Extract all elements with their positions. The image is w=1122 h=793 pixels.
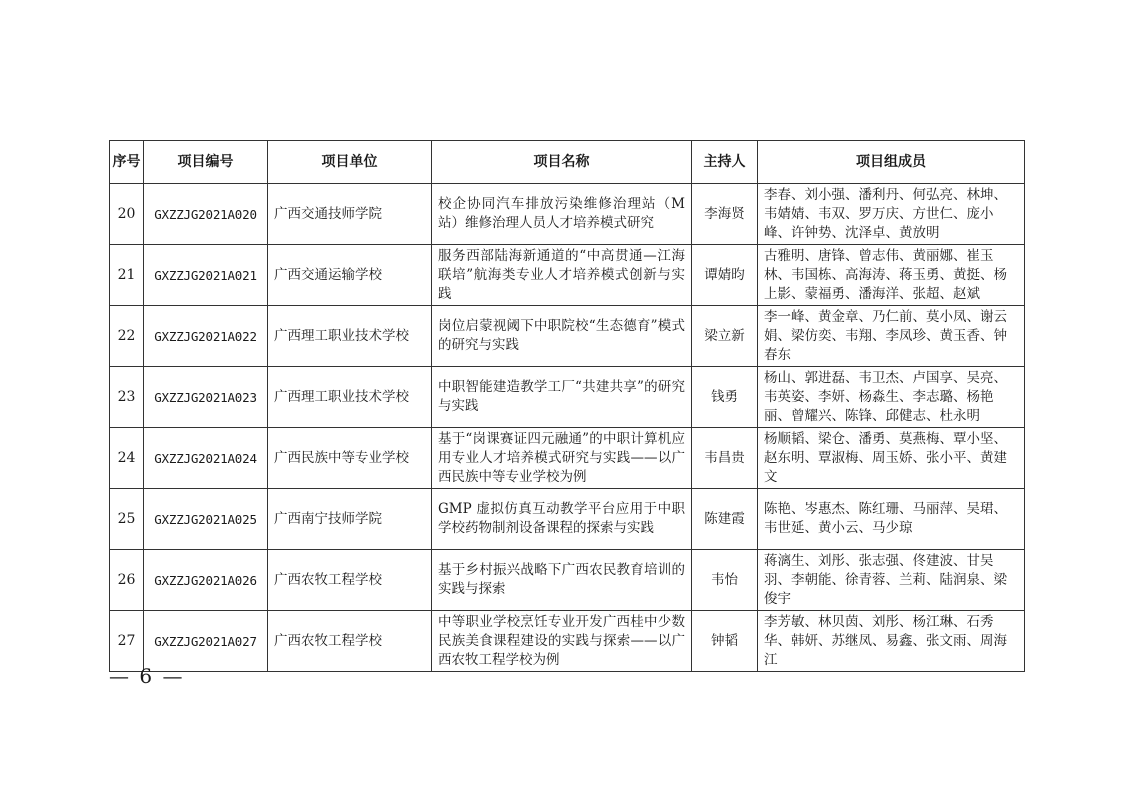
cell-no: 20 <box>110 184 144 245</box>
cell-unit: 广西交通运输学校 <box>268 245 432 306</box>
table-header-row <box>110 141 1025 184</box>
cell-code: GXZZJG2021A025 <box>144 489 268 550</box>
cell-code: GXZZJG2021A023 <box>144 367 268 428</box>
cell-host: 韦昌贵 <box>692 428 758 489</box>
cell-host: 梁立新 <box>692 306 758 367</box>
cell-members: 陈艳、岑惠杰、陈红珊、马丽萍、吴珺、韦世延、黄小云、马少琼 <box>758 489 1025 550</box>
cell-code: GXZZJG2021A022 <box>144 306 268 367</box>
cell-no: 27 <box>110 611 144 672</box>
cell-name: 基于乡村振兴战略下广西农民教育培训的实践与探索 <box>432 550 692 611</box>
cell-no: 24 <box>110 428 144 489</box>
table-row <box>110 184 1025 245</box>
cell-no: 21 <box>110 245 144 306</box>
cell-members: 李春、刘小强、潘利丹、何弘亮、林坤、韦婧婧、韦双、罗万庆、方世仁、庞小峰、许钟势、沈泽卓、黄放明 <box>758 184 1025 245</box>
cell-code: GXZZJG2021A020 <box>144 184 268 245</box>
cell-name: 校企协同汽车排放污染维修治理站（M站）维修治理人员人才培养模式研究 <box>432 184 692 245</box>
header-host: 主持人 <box>692 141 758 184</box>
cell-members: 李一峰、黄金章、乃仁前、莫小凤、谢云娟、梁仿奕、韦翔、李凤珍、黄玉香、钟春东 <box>758 306 1025 367</box>
project-table <box>109 140 1025 672</box>
cell-members: 李芳敏、林贝茵、刘彤、杨江琳、石秀华、韩妍、苏继凤、易鑫、张文雨、周海江 <box>758 611 1025 672</box>
cell-no: 25 <box>110 489 144 550</box>
cell-name: 中等职业学校烹饪专业开发广西桂中少数民族美食课程建设的实践与探索——以广西农牧工程学校为例 <box>432 611 692 672</box>
cell-name: 岗位启蒙视阈下中职院校“生态德育”模式的研究与实践 <box>432 306 692 367</box>
cell-host: 李海贤 <box>692 184 758 245</box>
cell-name: 服务西部陆海新通道的“中高贯通—江海联培”航海类专业人才培养模式创新与实践 <box>432 245 692 306</box>
cell-host: 钱勇 <box>692 367 758 428</box>
table-row <box>110 489 1025 550</box>
table-row <box>110 245 1025 306</box>
cell-host: 钟韬 <box>692 611 758 672</box>
cell-code: GXZZJG2021A026 <box>144 550 268 611</box>
cell-code: GXZZJG2021A027 <box>144 611 268 672</box>
cell-unit: 广西理工职业技术学校 <box>268 306 432 367</box>
cell-unit: 广西理工职业技术学校 <box>268 367 432 428</box>
cell-code: GXZZJG2021A024 <box>144 428 268 489</box>
table-row <box>110 306 1025 367</box>
cell-name: GMP 虚拟仿真互动教学平台应用于中职学校药物制剂设备课程的探索与实践 <box>432 489 692 550</box>
cell-unit: 广西农牧工程学校 <box>268 611 432 672</box>
cell-host: 陈建霞 <box>692 489 758 550</box>
cell-no: 23 <box>110 367 144 428</box>
table-row <box>110 367 1025 428</box>
header-code: 项目编号 <box>144 141 268 184</box>
cell-no: 22 <box>110 306 144 367</box>
cell-members: 杨顺韬、梁仓、潘勇、莫燕梅、覃小坚、赵东明、覃淑梅、周玉娇、张小平、黄建文 <box>758 428 1025 489</box>
header-name: 项目名称 <box>432 141 692 184</box>
header-members: 项目组成员 <box>758 141 1025 184</box>
table-body <box>110 184 1025 672</box>
table-row <box>110 550 1025 611</box>
table-row <box>110 428 1025 489</box>
cell-name: 中职智能建造教学工厂“共建共享”的研究与实践 <box>432 367 692 428</box>
table-row <box>110 611 1025 672</box>
cell-members: 古雅明、唐锋、曾志伟、黄丽娜、崔玉林、韦国栋、高海涛、蒋玉勇、黄挺、杨上影、蒙福勇、潘海洋、张超、赵斌 <box>758 245 1025 306</box>
cell-name: 基于“岗课赛证四元融通”的中职计算机应用专业人才培养模式研究与实践——以广西民族中等专业学校为例 <box>432 428 692 489</box>
cell-unit: 广西民族中等专业学校 <box>268 428 432 489</box>
header-no: 序号 <box>110 141 144 184</box>
cell-unit: 广西南宁技师学院 <box>268 489 432 550</box>
cell-code: GXZZJG2021A021 <box>144 245 268 306</box>
page-number: — 6 — <box>109 664 185 688</box>
cell-unit: 广西交通技师学院 <box>268 184 432 245</box>
cell-members: 蒋漓生、刘彤、张志强、佟建波、甘吴羽、李朝能、徐青蓉、兰莉、陆润泉、梁俊宇 <box>758 550 1025 611</box>
cell-unit: 广西农牧工程学校 <box>268 550 432 611</box>
header-unit: 项目单位 <box>268 141 432 184</box>
cell-no: 26 <box>110 550 144 611</box>
cell-host: 韦怡 <box>692 550 758 611</box>
cell-host: 谭婧昀 <box>692 245 758 306</box>
cell-members: 杨山、郭进磊、韦卫杰、卢国享、吴亮、韦英姿、李妍、杨淼生、李志璐、杨艳丽、曾耀兴、陈锋、邱健志、杜永明 <box>758 367 1025 428</box>
